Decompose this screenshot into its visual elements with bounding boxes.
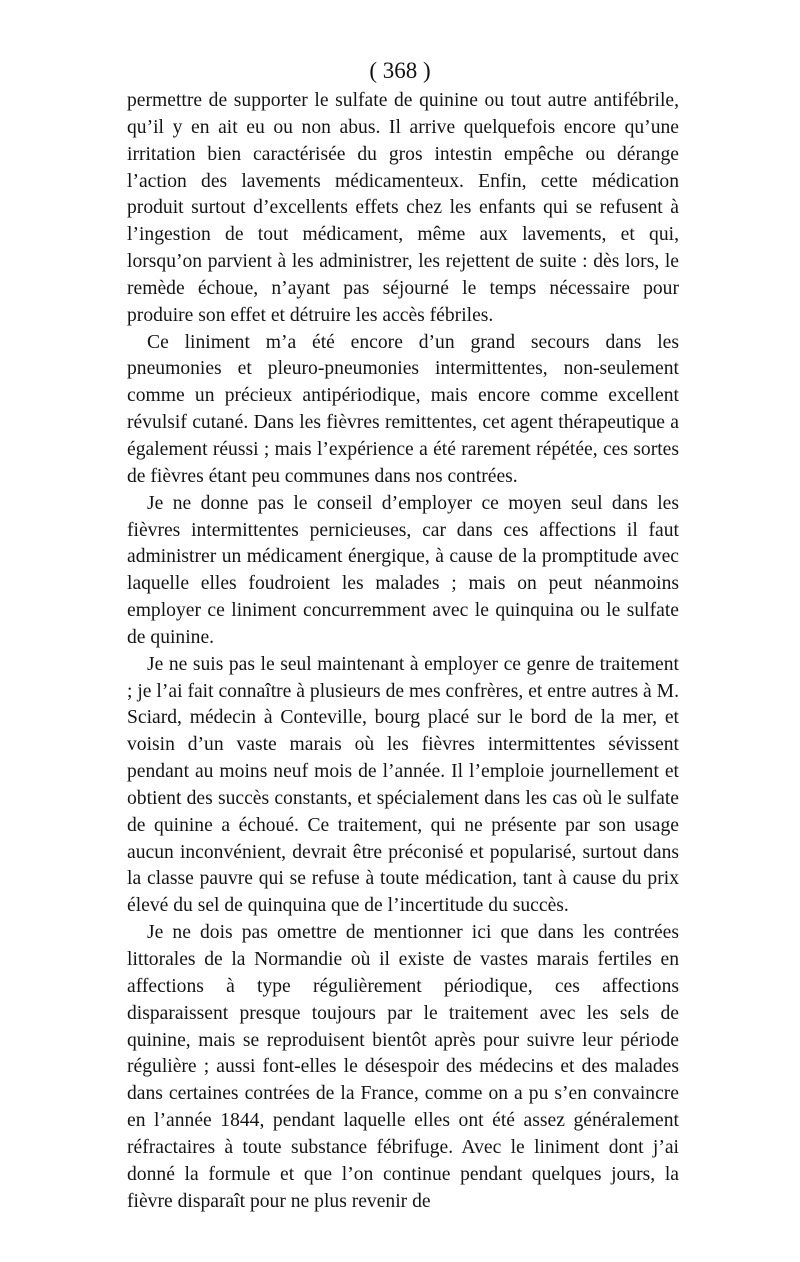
paragraph-1: permettre de supporter le sulfate de quinine ou tout autre antifébrile, qu’il y en ait eu ou non abus. Il arrive quelquefois encore qu’une irritation bien caractérisée du gros intestin empêche ou dérange l’action des lavements médicamenteux. Enfin, cette médication produit surtout d’excellents effets chez les enfants qui se refusent à l’ingestion de tout médicament, même aux lavements, et qui, lorsqu’on parvient à les administrer, les rejettent de suite : dès lors, le remède échoue, n’ayant pas séjourné le temps nécessaire pour produire son effet et détruire les accès fébriles. — [127, 90, 679, 326]
paragraph-4: Je ne suis pas le seul maintenant à employer ce genre de traitement ; je l’ai fait connaître à plusieurs de mes confrères, et entre autres à M. Sciard, médecin à Conteville, bourg placé sur le bord de la mer, et voisin d’un vaste marais où les fièvres intermittentes sévissent pendant au moins neuf mois de l’année. Il l’emploie journellement et obtient des succès constants, et spécialement dans les cas où le sulfate de quinine a échoué. Ce traitement, qui ne présente par son usage aucun inconvénient, devrait être préconisé et popularisé, surtout dans la classe pauvre qui se refuse à toute médication, tant à cause du prix élevé du sel de quinquina que de l’incertitude du succès. — [127, 653, 679, 917]
page-number: ( 368 ) — [369, 58, 431, 83]
paragraph-2: Ce liniment m’a été encore d’un grand secours dans les pneumonies et pleuro-pneumonies intermittentes, non-seulement comme un précieux antipériodique, mais encore comme excellent révulsif cutané. Dans les fièvres remittentes, cet agent thérapeutique a également réussi ; mais l’expérience a été rarement répétée, ces sortes de fièvres étant peu communes dans nos contrées. — [127, 331, 679, 487]
paragraph-3: Je ne donne pas le conseil d’employer ce moyen seul dans les fièvres intermittentes pernicieuses, car dans ces affections il faut administrer un médicament énergique, à cause de la promptitude avec laquelle elles foudroient les malades ; mais on peut néanmoins employer ce liniment concurremment avec le quinquina ou le sulfate de quinine. — [127, 492, 679, 648]
paragraph-5: Je ne dois pas omettre de mentionner ici que dans les contrées littorales de la Normandie où il existe de vastes marais fertiles en affections à type régulièrement périodique, ces affections disparaissent presque toujours par le traitement avec les sels de quinine, mais se reproduisent bientôt après pour suivre leur période régulière ; aussi font-elles le désespoir des médecins et des malades dans certaines contrées de la France, comme on a pu s’en convaincre en l’année 1844, pendant laquelle elles ont été assez généralement réfractaires à toute substance fébrifuge. Avec le liniment dont j’ai donné la formule et que l’on continue pendant quelques jours, la fièvre disparaît pour ne plus revenir de — [127, 922, 679, 1212]
body-text — [127, 88, 679, 1215]
